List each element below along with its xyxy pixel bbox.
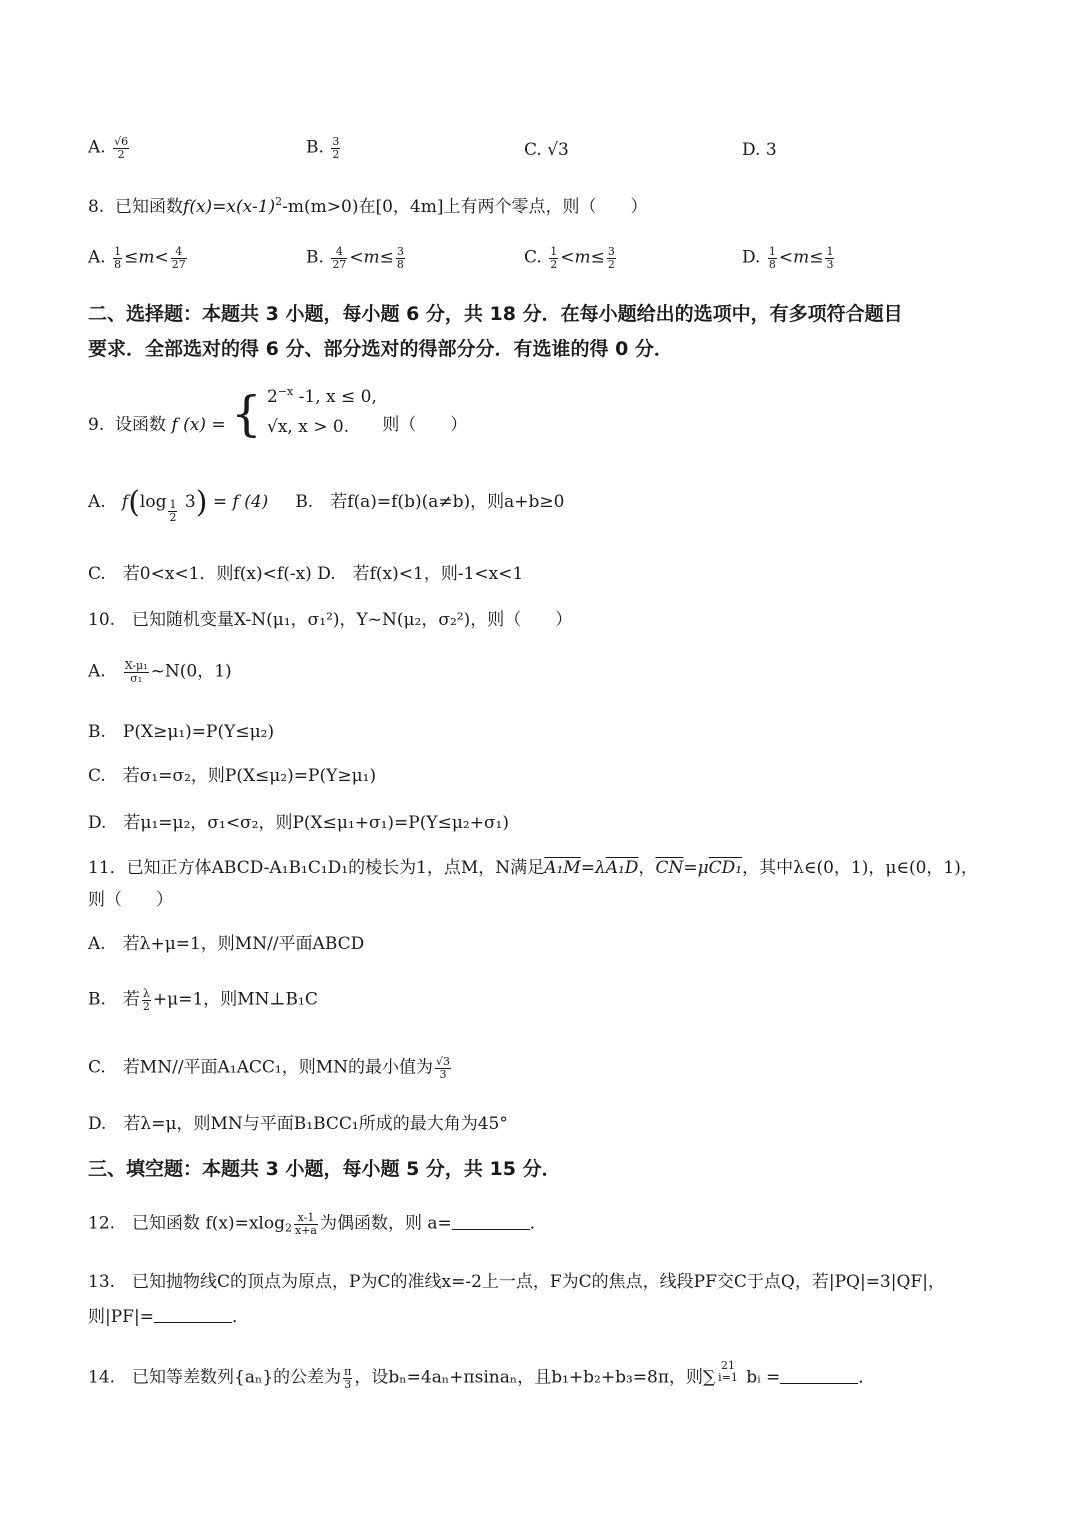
q13-line1: 13. 已知抛物线C的顶点为原点，P为C的准线x=-2上一点，F为C的焦点，线段PF交C于点Q，若|PQ|=3|QF|， <box>88 1272 945 1292</box>
piecewise-cases: $2^{-x}$ -1, x ≤ 0, √x, x > 0. <box>267 385 377 437</box>
q11-option-b: B. 若 $\frac{\lambda}{2}$ +μ=1，则MN⊥B₁C <box>88 987 318 1013</box>
q7-option-c: C. √3 <box>524 140 569 160</box>
q8-stem: 8. 已知函数$f(x)=x(x-1)^2-m(m>0)$在[0，4m]上有两个零点，则（ ） <box>88 195 648 217</box>
q8-option-c: C. $\frac{1}{2}$ <m≤ $\frac{3}{2}$ <box>524 245 615 271</box>
q11-stem: 11．已知正方体ABCD-A₁B₁C₁D₁的棱长为1，点M，N满足A₁M=λA₁D，$\overline{CN}=\mu CD_1$，其中λ∈(0，1)，μ∈(0，1)， <box>88 858 978 878</box>
q9-option-a-b: A. f(log $\frac{1}{2}$ 3) = f (4) B. 若f(a)=f(b)(a≠b)，则a+b≥0 <box>88 485 565 524</box>
q10-option-c: C. 若σ₁=σ₂，则P(X≤μ₂)=P(Y≥μ₁) <box>88 766 377 786</box>
answer-blank[interactable] <box>780 1382 858 1384</box>
q10-option-b: B. P(X≥μ₁)=P(Y≤μ₂) <box>88 722 275 742</box>
section3-heading: 三、填空题：本题共 3 小题，每小题 5 分，共 15 分． <box>88 1158 561 1180</box>
q11-option-a: A. 若λ+μ=1，则MN//平面ABCD <box>88 934 365 954</box>
q8-option-d: D. $\frac{1}{8}$ <m≤ $\frac{1}{3}$ <box>742 245 834 271</box>
piecewise-brace: { <box>231 386 262 442</box>
q7-option-d: D. 3 <box>742 140 777 160</box>
answer-blank[interactable] <box>154 1321 232 1323</box>
q8-option-b: B. $\frac{4}{27}$ <m≤ $\frac{3}{8}$ <box>306 245 404 271</box>
q7-option-b: B. $\frac{3}{2}$ <box>306 135 340 161</box>
q10-option-a: A. $\frac{\text{X-μ₁}}{\text{σ₁}}$ ~N(0，1) <box>88 659 232 685</box>
q10-option-d: D. 若μ₁=μ₂，σ₁<σ₂，则P(X≤μ₁+σ₁)=P(Y≤μ₂+σ₁) <box>88 813 509 833</box>
q7-option-a: A. $\frac{√6}{2}$ <box>88 135 129 161</box>
q14: 14. 已知等差数列{aₙ}的公差为 $\frac{\pi}{3}$ ，设bₙ=4aₙ+πsinaₙ，且b₁+b₂+b₃=8π，则∑ 21 i=1 bᵢ = ． <box>88 1359 876 1391</box>
q9-stem: 9. 设函数 f (x) = { $2^{-x}$ -1, x ≤ 0, √x, x > 0. 则（ ） <box>88 382 467 443</box>
q9-option-c-d: C. 若0<x<1．则f(x)<f(-x) D. 若f(x)<1，则-1<x<1 <box>88 564 524 584</box>
q13-line2: 则|PF|= ． <box>88 1307 249 1327</box>
q8-option-a: A. $\frac{1}{8}$ ≤m< $\frac{4}{27}$ <box>88 245 186 271</box>
q11-option-d: D. 若λ=μ，则MN与平面B₁BCC₁所成的最大角为45° <box>88 1114 508 1134</box>
answer-blank[interactable] <box>452 1228 530 1230</box>
q12: 12. 已知函数 f(x)=xlog$_2$ $\frac{x-1}{x+a}$ 为偶函数，则 a= ． <box>88 1211 547 1237</box>
section2-heading-line1: 二、选择题：本题共 3 小题，每小题 6 分，共 18 分．在每小题给出的选项中，有多项符合题目 <box>88 303 903 325</box>
q11-stem-cont: 则（ ） <box>88 890 173 910</box>
section2-heading-line2: 要求．全部选对的得 6 分、部分选对的得部分分．有选谁的得 0 分． <box>88 338 673 360</box>
q10-stem: 10. 已知随机变量X-N(μ₁，σ₁²)，Y~N(μ₂，σ₂²)，则（ ） <box>88 610 573 630</box>
q11-option-c: C. 若MN//平面A₁ACC₁，则MN的最小值为 $\frac{√3}{3}$ <box>88 1055 451 1081</box>
